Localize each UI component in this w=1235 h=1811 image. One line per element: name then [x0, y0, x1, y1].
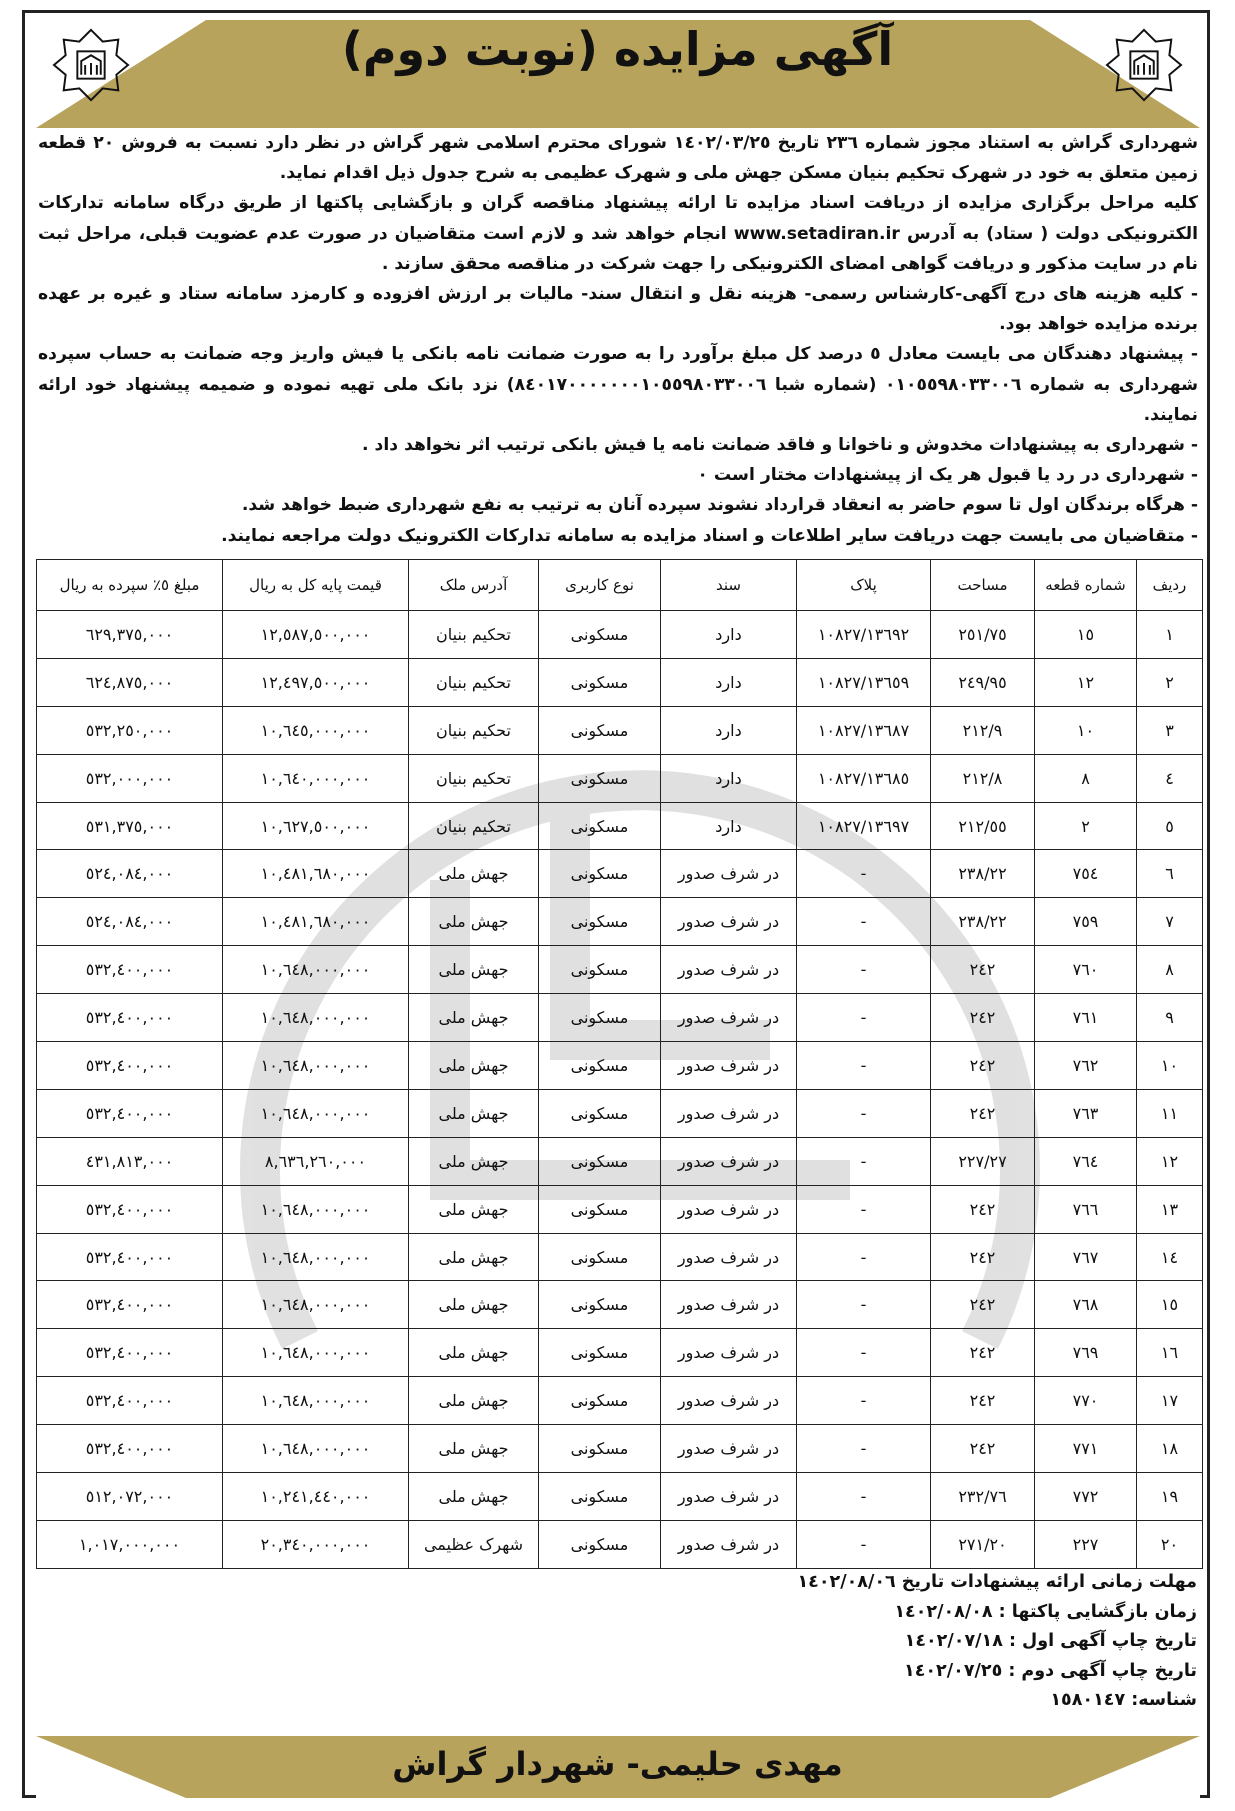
- table-cell: -: [797, 850, 931, 898]
- table-cell: ١٠,٦٤٠,٠٠٠,٠٠٠: [223, 754, 409, 802]
- table-cell: ٤: [1137, 754, 1203, 802]
- table-cell: مسکونی: [539, 1473, 661, 1521]
- column-header: شماره قطعه: [1035, 560, 1137, 611]
- table-cell: در شرف صدور: [661, 946, 797, 994]
- intro-paragraph: - کلیه هزینه های درج آگهی-کارشناس رسمی- هزینه نقل و انتقال سند- مالیات بر ارزش افزوده و کارمزد سامانه ستاد و غیره بر عهده برنده مزایده خواهد بود.: [38, 284, 1198, 335]
- table-cell: ٥: [1137, 802, 1203, 850]
- table-cell: ١٠,٦٤٨,٠٠٠,٠٠٠: [223, 1089, 409, 1137]
- table-cell: ١٨: [1137, 1425, 1203, 1473]
- table-cell: ٧٧١: [1035, 1425, 1137, 1473]
- table-cell: ٢: [1035, 802, 1137, 850]
- table-cell: ٥٣١,٣٧٥,٠٠٠: [37, 802, 223, 850]
- table-cell: در شرف صدور: [661, 1329, 797, 1377]
- table-row: [37, 1089, 1203, 1137]
- table-cell: ٧٦٤: [1035, 1137, 1137, 1185]
- ad-id: شناسه: ١٥٨٠١٤٧: [1050, 1690, 1197, 1711]
- table-cell: -: [797, 946, 931, 994]
- table-cell: ١٧: [1137, 1377, 1203, 1425]
- table-cell: ٧٦٧: [1035, 1233, 1137, 1281]
- table-cell: ٤٣١,٨١٣,٠٠٠: [37, 1137, 223, 1185]
- table-cell: در شرف صدور: [661, 1473, 797, 1521]
- table-cell: مسکونی: [539, 1281, 661, 1329]
- table-cell: مسکونی: [539, 802, 661, 850]
- table-row: [37, 658, 1203, 706]
- table-cell: ٢٤٢: [931, 1281, 1035, 1329]
- table-cell: ١٥: [1137, 1281, 1203, 1329]
- table-cell: مسکونی: [539, 1089, 661, 1137]
- table-cell: ١٦: [1137, 1329, 1203, 1377]
- table-cell: مسکونی: [539, 994, 661, 1042]
- table-cell: در شرف صدور: [661, 1425, 797, 1473]
- table-cell: ١٠٨٢٧/١٣٦٩٢: [797, 611, 931, 659]
- table-cell: ٥٣٢,٤٠٠,٠٠٠: [37, 1329, 223, 1377]
- table-cell: جهش ملی: [409, 1185, 539, 1233]
- table-cell: ١٠٨٢٧/١٣٦٨٧: [797, 706, 931, 754]
- table-cell: -: [797, 1185, 931, 1233]
- table-cell: ٢٣٨/٢٢: [931, 898, 1035, 946]
- table-cell: دارد: [661, 754, 797, 802]
- table-header-row: [37, 560, 1203, 611]
- table-cell: -: [797, 1425, 931, 1473]
- footer-info: [597, 1568, 1197, 1716]
- table-cell: ١٠,٦٤٨,٠٠٠,٠٠٠: [223, 946, 409, 994]
- table-cell: ١٢: [1137, 1137, 1203, 1185]
- table-cell: در شرف صدور: [661, 994, 797, 1042]
- table-row: [37, 1185, 1203, 1233]
- table-cell: در شرف صدور: [661, 850, 797, 898]
- table-cell: ١٣: [1137, 1185, 1203, 1233]
- column-header: مبلغ ٥٪ سپرده به ریال: [37, 560, 223, 611]
- table-cell: ٢٢٧: [1035, 1520, 1137, 1568]
- table-cell: مسکونی: [539, 611, 661, 659]
- table-row: [37, 706, 1203, 754]
- table-cell: ٧٧٢: [1035, 1473, 1137, 1521]
- column-header: قیمت پایه کل به ریال: [223, 560, 409, 611]
- table-row: [37, 1377, 1203, 1425]
- table-cell: ٥٣٢,٤٠٠,٠٠٠: [37, 1089, 223, 1137]
- table-cell: ٨: [1137, 946, 1203, 994]
- table-cell: مسکونی: [539, 706, 661, 754]
- plots-table: [36, 559, 1202, 1569]
- table-cell: ٧٦٢: [1035, 1042, 1137, 1090]
- column-header: آدرس ملک: [409, 560, 539, 611]
- table-cell: ٢٥١/٧٥: [931, 611, 1035, 659]
- table-cell: در شرف صدور: [661, 1520, 797, 1568]
- table-cell: ٢٤٩/٩٥: [931, 658, 1035, 706]
- signature: مهدی حلیمی- شهردار گراش: [392, 1745, 843, 1783]
- ad-title: آگهی مزایده (نوبت دوم): [341, 22, 894, 76]
- table-cell: ٢٤٢: [931, 1185, 1035, 1233]
- table-cell: -: [797, 1281, 931, 1329]
- table-cell: در شرف صدور: [661, 1377, 797, 1425]
- table-cell: ٥٣٢,٤٠٠,٠٠٠: [37, 1042, 223, 1090]
- table-cell: ٢٤٢: [931, 1233, 1035, 1281]
- table-cell: ٦٢٩,٣٧٥,٠٠٠: [37, 611, 223, 659]
- table-cell: ٥٣٢,٤٠٠,٠٠٠: [37, 1185, 223, 1233]
- table-cell: در شرف صدور: [661, 1281, 797, 1329]
- table-cell: -: [797, 1473, 931, 1521]
- table-cell: ١٠,٦٤٨,٠٠٠,٠٠٠: [223, 1377, 409, 1425]
- table-row: [37, 611, 1203, 659]
- table-cell: ٨: [1035, 754, 1137, 802]
- table-cell: ٥١٢,٠٧٢,٠٠٠: [37, 1473, 223, 1521]
- table-cell: -: [797, 1137, 931, 1185]
- table-cell: ١٠,٦٤٨,٠٠٠,٠٠٠: [223, 1233, 409, 1281]
- table-cell: ٦٢٤,٨٧٥,٠٠٠: [37, 658, 223, 706]
- table-cell: تحکیم بنیان: [409, 754, 539, 802]
- table-cell: جهش ملی: [409, 850, 539, 898]
- table-cell: ٢١٢/٩: [931, 706, 1035, 754]
- table-cell: -: [797, 1377, 931, 1425]
- table-cell: ٧: [1137, 898, 1203, 946]
- table-cell: در شرف صدور: [661, 1042, 797, 1090]
- table-cell: جهش ملی: [409, 1473, 539, 1521]
- table-cell: ٢٠: [1137, 1520, 1203, 1568]
- table-cell: جهش ملی: [409, 1089, 539, 1137]
- table-cell: -: [797, 994, 931, 1042]
- table-cell: ٢٤٢: [931, 1329, 1035, 1377]
- table-cell: مسکونی: [539, 754, 661, 802]
- table-row: [37, 1233, 1203, 1281]
- table-row: [37, 946, 1203, 994]
- table-cell: ١٠: [1035, 706, 1137, 754]
- table-cell: ٥٣٢,٢٥٠,٠٠٠: [37, 706, 223, 754]
- table-cell: تحکیم بنیان: [409, 658, 539, 706]
- table-cell: جهش ملی: [409, 898, 539, 946]
- intro-paragraph: - شهرداری به پیشنهادات مخدوش و ناخوانا و فاقد ضمانت نامه یا فیش بانکی ترتیب اثر نخواهد داد .: [362, 435, 1198, 456]
- table-cell: ١٠٨٢٧/١٣٦٩٧: [797, 802, 931, 850]
- intro-paragraph: - متقاضیان می بایست جهت دریافت سایر اطلاعات و اسناد مزایده به سامانه تدارکات الکترونیک دولت مراجعه نمایند.: [221, 525, 1198, 546]
- table-cell: مسکونی: [539, 1042, 661, 1090]
- table-cell: ٢٣٨/٢٢: [931, 850, 1035, 898]
- table-row: [37, 1425, 1203, 1473]
- table-cell: دارد: [661, 658, 797, 706]
- table-cell: ٢٠,٣٤٠,٠٠٠,٠٠٠: [223, 1520, 409, 1568]
- table-cell: دارد: [661, 706, 797, 754]
- table-row: [37, 1281, 1203, 1329]
- table-cell: ٢٢٧/٢٧: [931, 1137, 1035, 1185]
- table-cell: در شرف صدور: [661, 1137, 797, 1185]
- table-cell: ٧٦٦: [1035, 1185, 1137, 1233]
- table-cell: دارد: [661, 802, 797, 850]
- table-cell: ٢٤٢: [931, 1425, 1035, 1473]
- table-cell: ٥٣٢,٤٠٠,٠٠٠: [37, 1425, 223, 1473]
- opening-text: زمان بازگشایی پاکتها : ١٤٠٢/٠٨/٠٨: [894, 1601, 1197, 1622]
- municipality-logo-icon: [52, 26, 130, 104]
- table-cell: ٢٣٢/٧٦: [931, 1473, 1035, 1521]
- table-cell: ٢: [1137, 658, 1203, 706]
- table-cell: در شرف صدور: [661, 1089, 797, 1137]
- table-cell: -: [797, 1089, 931, 1137]
- table-cell: ٥٣٢,٤٠٠,٠٠٠: [37, 946, 223, 994]
- first-print-date: تاریخ چاپ آگهی اول : ١٤٠٢/٠٧/١٨: [904, 1631, 1197, 1652]
- table-cell: ٥٣٢,٤٠٠,٠٠٠: [37, 1233, 223, 1281]
- table-cell: ٧٦١: [1035, 994, 1137, 1042]
- table-cell: -: [797, 1233, 931, 1281]
- table-cell: ٢١٢/٨: [931, 754, 1035, 802]
- table-cell: ٧٧٠: [1035, 1377, 1137, 1425]
- table-cell: تحکیم بنیان: [409, 706, 539, 754]
- intro-text: [38, 128, 1198, 551]
- column-header: نوع کاربری: [539, 560, 661, 611]
- table-cell: ١٠,٦٢٧,٥٠٠,٠٠٠: [223, 802, 409, 850]
- table-cell: ٢٤٢: [931, 1042, 1035, 1090]
- table-cell: ٢٤٢: [931, 946, 1035, 994]
- table-cell: ١٠,٦٤٨,٠٠٠,٠٠٠: [223, 1425, 409, 1473]
- intro-paragraph: - هرگاه برندگان اول تا سوم حاضر به انعقاد قرارداد نشوند سپرده آنان به ترتیب به نفع شهرداری ضبط خواهد شد.: [241, 495, 1198, 516]
- table-cell: در شرف صدور: [661, 898, 797, 946]
- column-header: ردیف: [1137, 560, 1203, 611]
- table-row: [37, 754, 1203, 802]
- table-cell: جهش ملی: [409, 1042, 539, 1090]
- table-cell: ١٠: [1137, 1042, 1203, 1090]
- table-row: [37, 1329, 1203, 1377]
- table-cell: مسکونی: [539, 1185, 661, 1233]
- table-cell: جهش ملی: [409, 1377, 539, 1425]
- table-cell: ١٠,٦٤٥,٠٠٠,٠٠٠: [223, 706, 409, 754]
- table-cell: جهش ملی: [409, 946, 539, 994]
- table-cell: مسکونی: [539, 658, 661, 706]
- table-cell: ١٠,٤٨١,٦٨٠,٠٠٠: [223, 898, 409, 946]
- table-cell: -: [797, 1042, 931, 1090]
- municipality-logo-icon: [1105, 26, 1183, 104]
- intro-paragraph: - پیشنهاد دهندگان می بایست معادل ٥ درصد کل مبلغ برآورد را به صورت ضمانت نامه بانکی یا فیش واریز وجه ضمانت به حساب سپرده شهرداری به شماره ٠١٠٥٥٩٨٠٣٣٠٠٦ (شماره شبا ٨٤٠١٧٠٠٠٠٠٠٠١٠٥٥٩٨٠٣٣٠٠٦) نزد بانک ملی تهیه نموده و ضمیمه پیشنهاد خود ارائه نمایند.: [38, 344, 1198, 425]
- table-cell: ١٢: [1035, 658, 1137, 706]
- table-cell: ٥٣٢,٤٠٠,٠٠٠: [37, 1281, 223, 1329]
- column-header: پلاک: [797, 560, 931, 611]
- table-cell: -: [797, 1520, 931, 1568]
- table-cell: جهش ملی: [409, 1329, 539, 1377]
- table-row: [37, 850, 1203, 898]
- table-cell: ٥٣٢,٤٠٠,٠٠٠: [37, 994, 223, 1042]
- table-cell: ٢٤٢: [931, 994, 1035, 1042]
- table-cell: جهش ملی: [409, 994, 539, 1042]
- table-cell: ٧٦٨: [1035, 1281, 1137, 1329]
- table-row: [37, 1520, 1203, 1568]
- table-cell: ١: [1137, 611, 1203, 659]
- table-row: [37, 1137, 1203, 1185]
- table-row: [37, 1473, 1203, 1521]
- column-header: سند: [661, 560, 797, 611]
- table-cell: مسکونی: [539, 1520, 661, 1568]
- table-cell: -: [797, 1329, 931, 1377]
- table-cell: ١٠,٦٤٨,٠٠٠,٠٠٠: [223, 1281, 409, 1329]
- table-cell: ٧٦٠: [1035, 946, 1137, 994]
- table-cell: ٨,٦٣٦,٢٦٠,٠٠٠: [223, 1137, 409, 1185]
- deadline-text: مهلت زمانی ارائه پیشنهادات تاریخ ١٤٠٢/٠٨/٠٦: [797, 1572, 1197, 1592]
- table-cell: ٢١٢/٥٥: [931, 802, 1035, 850]
- table-cell: تحکیم بنیان: [409, 802, 539, 850]
- table-cell: جهش ملی: [409, 1425, 539, 1473]
- table-cell: ٧٥٤: [1035, 850, 1137, 898]
- table-cell: مسکونی: [539, 1329, 661, 1377]
- table-cell: ١٠٨٢٧/١٣٦٨٥: [797, 754, 931, 802]
- table-cell: مسکونی: [539, 1425, 661, 1473]
- table-cell: ١٠,٦٤٨,٠٠٠,٠٠٠: [223, 1329, 409, 1377]
- table-cell: ١٢,٤٩٧,٥٠٠,٠٠٠: [223, 658, 409, 706]
- table-row: [37, 1042, 1203, 1090]
- table-cell: ٥٣٢,٤٠٠,٠٠٠: [37, 1377, 223, 1425]
- table-cell: ١٠٨٢٧/١٣٦٥٩: [797, 658, 931, 706]
- table-row: [37, 802, 1203, 850]
- table-cell: ١٩: [1137, 1473, 1203, 1521]
- table-cell: ١٠,٢٤١,٤٤٠,٠٠٠: [223, 1473, 409, 1521]
- table-cell: -: [797, 898, 931, 946]
- table-cell: ١٠,٤٨١,٦٨٠,٠٠٠: [223, 850, 409, 898]
- table-cell: ١١: [1137, 1089, 1203, 1137]
- table-cell: ٥٣٢,٠٠٠,٠٠٠: [37, 754, 223, 802]
- table-cell: ١٤: [1137, 1233, 1203, 1281]
- table-cell: شهرک عظیمی: [409, 1520, 539, 1568]
- table-cell: ٢٧١/٢٠: [931, 1520, 1035, 1568]
- table-cell: مسکونی: [539, 946, 661, 994]
- table-cell: ٧٦٣: [1035, 1089, 1137, 1137]
- table-row: [37, 898, 1203, 946]
- table-cell: ٢٤٢: [931, 1089, 1035, 1137]
- table-cell: مسکونی: [539, 1377, 661, 1425]
- table-cell: جهش ملی: [409, 1137, 539, 1185]
- table-cell: ٩: [1137, 994, 1203, 1042]
- table-cell: ١٠,٦٤٨,٠٠٠,٠٠٠: [223, 1042, 409, 1090]
- table-cell: جهش ملی: [409, 1233, 539, 1281]
- intro-paragraph: - شهرداری در رد یا قبول هر یک از پیشنهادات مختار است ٠: [697, 465, 1198, 486]
- intro-paragraph: کلیه مراحل برگزاری مزایده از دریافت اسناد مزایده تا ارائه پیشنهاد مناقصه گران و بازگشایی پاکتها از طریق درگاه سامانه تدارکات الکترونیکی دولت ( ستاد) به آدرس www.setadiran.ir انجام خواهد شد و لازم است متقاضیان در صورت عدم عضویت قبلی، مراحل ثبت نام در سایت مذکور و دریافت گواهی امضای الکترونیکی را جهت شرکت در مناقصه محقق سازند .: [38, 193, 1198, 274]
- table-cell: مسکونی: [539, 1233, 661, 1281]
- table-cell: ٥٢٤,٠٨٤,٠٠٠: [37, 850, 223, 898]
- second-print-date: تاریخ چاپ آگهی دوم : ١٤٠٢/٠٧/٢٥: [904, 1660, 1197, 1681]
- table-cell: ١٠,٦٤٨,٠٠٠,٠٠٠: [223, 994, 409, 1042]
- table-cell: ٧٥٩: [1035, 898, 1137, 946]
- table-cell: ٥٢٤,٠٨٤,٠٠٠: [37, 898, 223, 946]
- table-cell: ٢٤٢: [931, 1377, 1035, 1425]
- table-cell: ١٥: [1035, 611, 1137, 659]
- table-cell: مسکونی: [539, 850, 661, 898]
- table-row: [37, 994, 1203, 1042]
- column-header: مساحت: [931, 560, 1035, 611]
- table-cell: در شرف صدور: [661, 1185, 797, 1233]
- table-cell: تحکیم بنیان: [409, 611, 539, 659]
- table-cell: دارد: [661, 611, 797, 659]
- table-cell: ٣: [1137, 706, 1203, 754]
- table-cell: ١,٠١٧,٠٠٠,٠٠٠: [37, 1520, 223, 1568]
- table-cell: جهش ملی: [409, 1281, 539, 1329]
- table-cell: در شرف صدور: [661, 1233, 797, 1281]
- table-cell: مسکونی: [539, 1137, 661, 1185]
- table-cell: ٧٦٩: [1035, 1329, 1137, 1377]
- table-cell: ١٢,٥٨٧,٥٠٠,٠٠٠: [223, 611, 409, 659]
- table-cell: ١٠,٦٤٨,٠٠٠,٠٠٠: [223, 1185, 409, 1233]
- intro-paragraph: شهرداری گراش به استناد مجوز شماره ٢٣٦ تاریخ ١٤٠٢/٠٣/٢٥ شورای محترم اسلامی شهر گراش در نظر دارد نسبت به فروش ٢٠ قطعه زمین متعلق به خود در شهرک تحکیم بنیان مسکن جهش ملی و شهرک عظیمی به شرح جدول ذیل اقدام نماید.: [38, 133, 1199, 184]
- table-cell: مسکونی: [539, 898, 661, 946]
- table-cell: ٦: [1137, 850, 1203, 898]
